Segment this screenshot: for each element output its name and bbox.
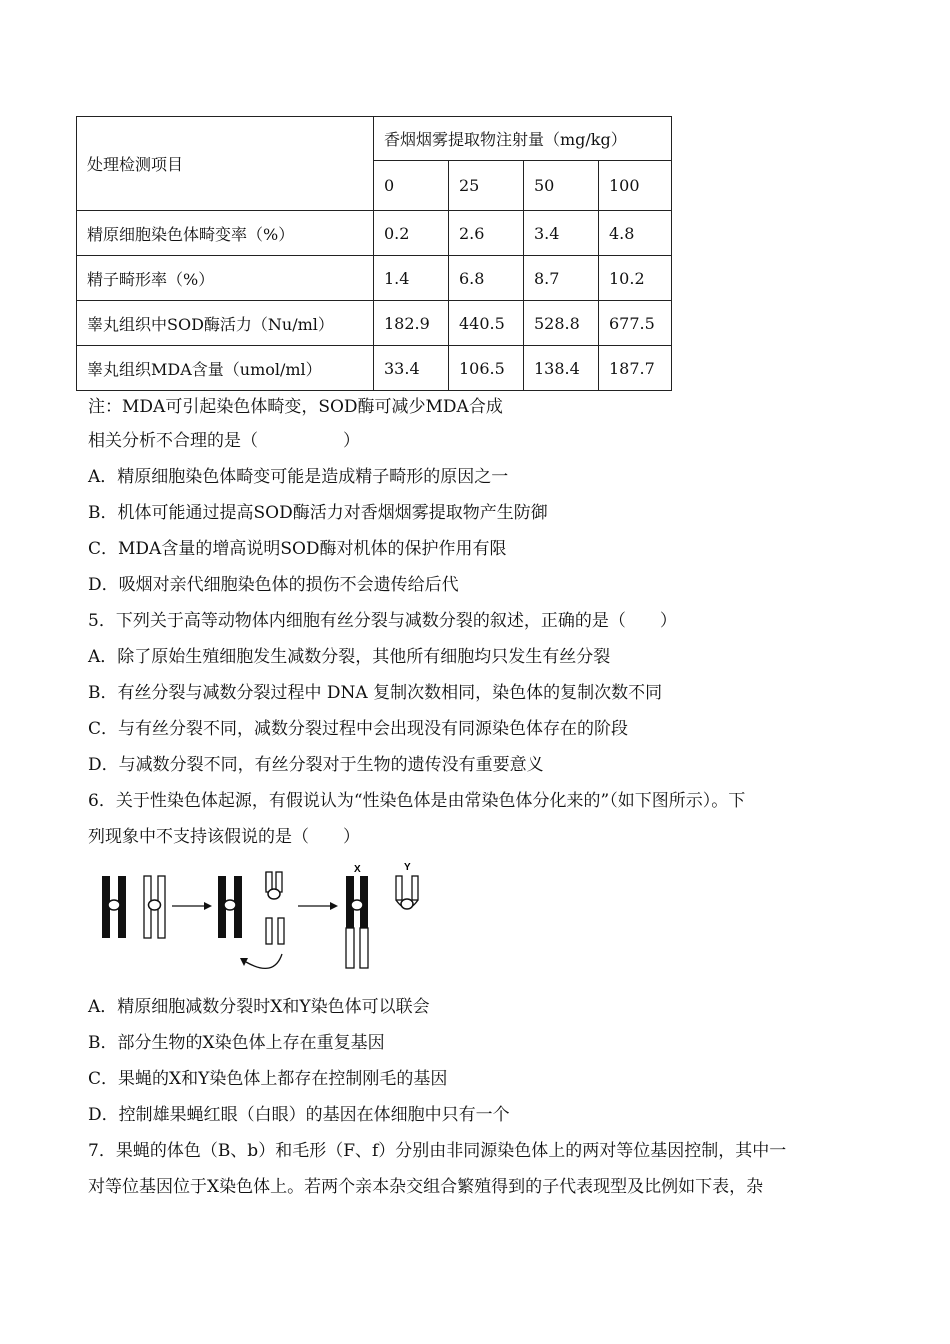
row-label: 睾丸组织MDA含量（umol/ml） (77, 346, 374, 391)
q4-stem: 相关分析不合理的是（ ） (88, 431, 360, 451)
y-chromosome-label: Y (404, 862, 411, 873)
table-cell: 138.4 (524, 346, 599, 391)
chromosome-fragment-upper (266, 872, 282, 899)
q6-stem-line1: 6．关于性染色体起源，有假说认为“性染色体是由常染色体分化来的”（如下图所示）。下 (88, 791, 746, 811)
table-cell: 1.4 (374, 256, 449, 301)
table-cell: 0.2 (374, 211, 449, 256)
q5-stem: 5．下列关于高等动物体内细胞有丝分裂与减数分裂的叙述，正确的是（ ） (88, 611, 677, 631)
x-chromosome (346, 876, 368, 968)
table-note: 注：MDA可引起染色体畸变，SOD酶可减少MDA合成 (88, 397, 503, 417)
row-label: 精原细胞染色体畸变率（%） (77, 211, 374, 256)
table-cell: 2.6 (449, 211, 524, 256)
arrow-icon (172, 902, 212, 910)
q7-stem-line2: 对等位基因位于X染色体上。若两个亲本杂交组合繁殖得到的子代表现型及比例如下表，杂 (88, 1177, 764, 1197)
table-cell: 528.8 (524, 301, 599, 346)
experiment-table (76, 116, 672, 391)
dose-cell: 100 (599, 161, 672, 211)
dose-group-header: 香烟烟雾提取物注射量（mg/kg） (374, 117, 672, 161)
row-label: 精子畸形率（%） (77, 256, 374, 301)
table-cell: 4.8 (599, 211, 672, 256)
arrow-icon (298, 902, 338, 910)
table-header-row (77, 117, 672, 161)
chromosome-fragment-lower (266, 918, 284, 944)
table-cell: 106.5 (449, 346, 524, 391)
q4-option-b: B．机体可能通过提高SOD酶活力对香烟烟雾提取物产生防御 (88, 503, 548, 523)
table-cell: 8.7 (524, 256, 599, 301)
dose-cell: 25 (449, 161, 524, 211)
q6-option-c: C．果蝇的X和Y染色体上都存在控制刚毛的基因 (88, 1069, 448, 1089)
y-chromosome (396, 876, 418, 909)
x-chromosome-label: X (354, 864, 361, 875)
dose-cell: 50 (524, 161, 599, 211)
table-row (77, 256, 672, 301)
chromosome-dark-stage2 (218, 876, 242, 938)
q6-option-b: B．部分生物的X染色体上存在重复基因 (88, 1033, 385, 1053)
q5-option-c: C．与有丝分裂不同，减数分裂过程中会出现没有同源染色体存在的阶段 (88, 719, 629, 739)
q4-option-a: A．精原细胞染色体畸变可能是造成精子畸形的原因之一 (88, 467, 509, 487)
q6-option-d: D．控制雄果蝇红眼（白眼）的基因在体细胞中只有一个 (88, 1105, 510, 1125)
q4-option-d: D．吸烟对亲代细胞染色体的损伤不会遗传给后代 (88, 575, 459, 595)
q5-option-d: D．与减数分裂不同，有丝分裂对于生物的遗传没有重要意义 (88, 755, 544, 775)
table-cell: 440.5 (449, 301, 524, 346)
table-cell: 182.9 (374, 301, 449, 346)
q5-option-a: A．除了原始生殖细胞发生减数分裂，其他所有细胞均只发生有丝分裂 (88, 647, 611, 667)
autosome-pair-light (144, 876, 165, 938)
dose-cell: 0 (374, 161, 449, 211)
table-cell: 6.8 (449, 256, 524, 301)
q6-stem-line2: 列现象中不支持该假说的是（ ） (88, 827, 360, 847)
table-cell: 10.2 (599, 256, 672, 301)
table-row (77, 301, 672, 346)
table-cell: 677.5 (599, 301, 672, 346)
q7-stem-line1: 7．果蝇的体色（B、b）和毛形（F、f）分别由非同源染色体上的两对等位基因控制，其中一 (88, 1141, 787, 1161)
q4-option-c: C．MDA含量的增高说明SOD酶对机体的保护作用有限 (88, 539, 507, 559)
q5-option-b: B．有丝分裂与减数分裂过程中 DNA 复制次数相同，染色体的复制次数不同 (88, 683, 663, 703)
row-header-cell: 处理检测项目 (77, 117, 374, 211)
table-cell: 3.4 (524, 211, 599, 256)
table-cell: 187.7 (599, 346, 672, 391)
sex-chromosome-origin-figure (96, 862, 436, 980)
autosome-pair-dark (102, 876, 126, 938)
table-row (77, 346, 672, 391)
row-label: 睾丸组织中SOD酶活力（Nu/ml） (77, 301, 374, 346)
table-row (77, 211, 672, 256)
q6-option-a: A．精原细胞减数分裂时X和Y染色体可以联会 (88, 997, 430, 1017)
curved-arrow-icon (240, 954, 282, 968)
table-cell: 33.4 (374, 346, 449, 391)
